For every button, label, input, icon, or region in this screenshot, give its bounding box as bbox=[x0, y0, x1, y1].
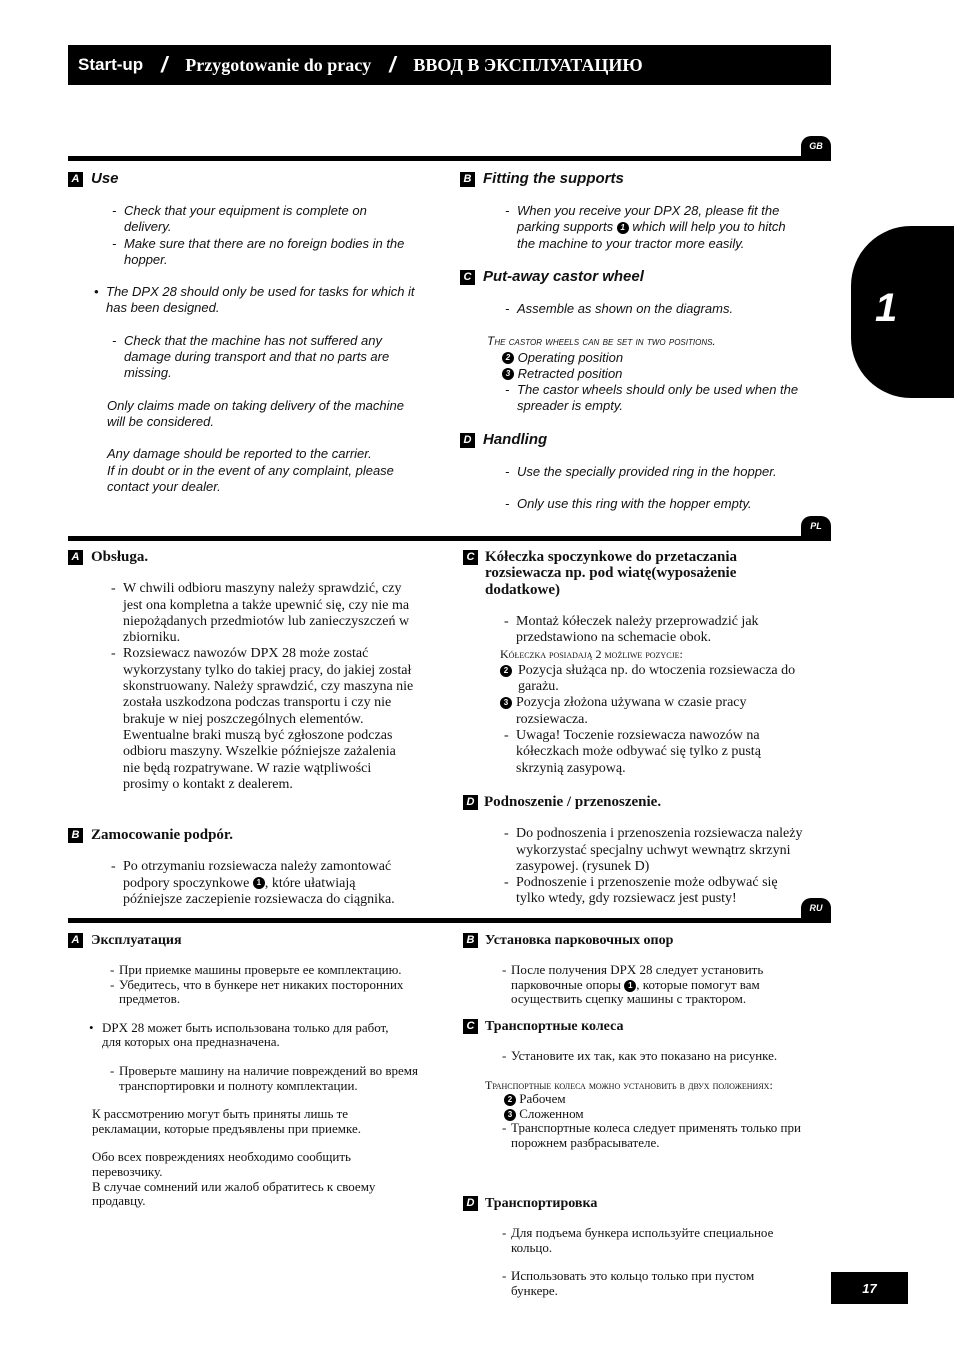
letter-b-label: B bbox=[68, 828, 83, 843]
gb-a-title: A Use bbox=[68, 170, 428, 190]
pl-section-b bbox=[68, 827, 428, 908]
letter-d-label: D bbox=[460, 433, 475, 448]
header-separator: / bbox=[161, 52, 168, 77]
number-1-icon: 1 bbox=[253, 877, 265, 889]
position-item: 2 Рабочем bbox=[485, 1092, 803, 1107]
bullet-item: • DPX 28 может быть использована только для работ, для которых она предназначена. bbox=[89, 1019, 389, 1050]
list-item: - Транспортные колеса следует применять только при порожнем разбрасывателе. bbox=[502, 1120, 801, 1150]
list-item: - При приемке машины проверьте ее комплектацию. bbox=[110, 962, 402, 977]
letter-c-label: C bbox=[460, 270, 475, 285]
header-separator: / bbox=[389, 52, 396, 77]
number-2-icon: 2 bbox=[504, 1094, 516, 1106]
position-item: 3 Сложенном bbox=[485, 1107, 803, 1122]
letter-a-label: A bbox=[68, 172, 83, 187]
number-3-icon: 3 bbox=[502, 368, 514, 380]
list-item: - Проверьте машину на наличие повреждений во время транспортировки и полноту комплектации. bbox=[110, 1062, 418, 1093]
ru-c-title: C Транспортные колеса bbox=[463, 1019, 803, 1035]
list-item: - Only use this ring with the hopper empty. bbox=[505, 496, 752, 512]
list-item: - Check that the machine has not suffered any damage during transport and that no parts are missing. bbox=[112, 332, 390, 381]
gb-section-d bbox=[460, 431, 820, 513]
gb-c-title: C Put-away castor wheel bbox=[460, 268, 820, 288]
positions-caption: Kółeczka posiadają 2 możliwe pozycje: bbox=[500, 647, 683, 662]
ru-b-title: B Установка парковочных опор bbox=[463, 933, 803, 949]
ru-section-d bbox=[463, 1196, 803, 1298]
list-item: - Assemble as shown on the diagrams. bbox=[505, 301, 734, 316]
gb-section-c bbox=[460, 268, 820, 415]
number-2-icon: 2 bbox=[502, 352, 514, 364]
number-1-icon: 1 bbox=[617, 222, 629, 234]
letter-a-label: A bbox=[68, 933, 83, 948]
pl-d-title: D Podnoszenie / przenoszenie. bbox=[463, 794, 803, 810]
position-item: 3 Pozycja złożona używana w czasie pracy rozsiewacza. bbox=[500, 695, 810, 728]
paragraph: If in doubt or in the event of any complaint, please contact your dealer. bbox=[107, 462, 394, 494]
pl-a-title: A Obsługa. bbox=[68, 549, 428, 565]
pl-c-title: C Kółeczka spoczynkowe do przetaczania rozsiewacza np. pod wiatę(wyposażenie dodatkowe) bbox=[463, 549, 803, 598]
list-item: - Rozsiewacz nawozów DPX 28 może zostać wykorzystany tylko do takiej pracy, do jakiej został skonstruowany. Należy sprawdzić, czy maszyna nie została uszkodzona podczas transportu i czy nie brakuje w niej poszczególnych elementów. Ewentualne braki muszą być zgłoszone podczas odbioru maszyny. Wszelkie późniejsze zażalenia nie będą rozpatrywane. W razie wątpliwości prosimy o kontakt z dealerem. bbox=[111, 646, 414, 792]
paragraph: К рассмотрению могут быть приняты лишь те рекламации, которые предъявлены при приемке. bbox=[92, 1106, 361, 1136]
positions-caption: The castor wheels can be set in two positions. bbox=[487, 334, 716, 349]
pl-section-a bbox=[68, 549, 428, 793]
lang-tab-ru: RU bbox=[801, 898, 831, 918]
letter-d-label: D bbox=[463, 795, 478, 810]
pl-section-d bbox=[463, 794, 803, 908]
list-item: - Po otrzymaniu rozsiewacza należy zamontować podpory spoczynkowe 1 , które ułatwiają późniejsze zaczepienie rozsiewacza do ciągnika. bbox=[111, 859, 395, 907]
gb-section-b bbox=[460, 170, 820, 252]
list-item: - Podnoszenie i przenoszenie może odbywać się tylko wtedy, gdy rozsiewacz jest pusty! bbox=[504, 875, 778, 907]
section-rule bbox=[68, 156, 831, 161]
list-item: - W chwili odbioru maszyny należy sprawdzić, czy jest ona kompletna a także upewnić się, czy nie ma niepożądanych przedmiotów lub zanieczyszczeń w zbiorniku. bbox=[111, 581, 410, 646]
paragraph: Any damage should be reported to the carrier. bbox=[107, 446, 372, 462]
ru-d-title: D Транспортировка bbox=[463, 1196, 803, 1212]
list-item: - Do podnoszenia i przenoszenia rozsiewacza należy wykorzystać specjalny uchwyt wewnątrz skrzyni zasypowej. (rysunek D) bbox=[504, 826, 803, 874]
gb-section-a bbox=[68, 170, 428, 495]
letter-c-label: C bbox=[463, 550, 478, 565]
pl-section-c bbox=[463, 549, 803, 777]
letter-b-label: B bbox=[460, 172, 475, 187]
letter-b-label: B bbox=[463, 933, 478, 948]
ru-a-title: A Эксплуатация bbox=[68, 933, 428, 949]
lang-tab-gb: GB bbox=[801, 136, 831, 156]
gb-d-title: D Handling bbox=[460, 431, 820, 451]
paragraph: В случае сомнений или жалоб обратитесь к своему продавцу. bbox=[92, 1178, 376, 1209]
chapter-number: 1 bbox=[875, 286, 898, 330]
position-item: 2 Pozycja służąca np. do wtoczenia rozsiewacza do garażu. bbox=[500, 663, 810, 696]
list-item: - Для подъема бункера используйте специальное кольцо. bbox=[502, 1225, 774, 1255]
lang-tab-pl: PL bbox=[801, 516, 831, 536]
letter-a-label: A bbox=[68, 550, 83, 565]
list-item: - Check that your equipment is complete on delivery. bbox=[112, 203, 367, 235]
list-item: - Использовать это кольцо только при пустом бункере. bbox=[502, 1268, 755, 1298]
list-item: - When you receive your DPX 28, please fit the parking supports 1 which will help you to hitch the machine to your tractor more easily. bbox=[505, 203, 786, 251]
section-rule bbox=[68, 536, 831, 541]
list-item: - Установите их так, как это показано на рисунке. bbox=[502, 1048, 778, 1063]
number-3-icon: 3 bbox=[500, 697, 512, 709]
number-3-icon: 3 bbox=[504, 1109, 516, 1121]
section-rule bbox=[68, 918, 831, 923]
letter-d-label: D bbox=[463, 1196, 478, 1211]
pl-b-title: B Zamocowanie podpór. bbox=[68, 827, 428, 843]
list-item: - Uwaga! Toczenie rozsiewacza nawozów na kółeczkach może odbywać się tylko z pustą skrzynią zasypową. bbox=[504, 727, 761, 776]
bullet-item: • The DPX 28 should only be used for tasks for which it has been designed. bbox=[94, 284, 415, 316]
list-item: - После получения DPX 28 следует установить парковочные опоры 1 , которые помогут вам осуществить сцепку машины с трактором. bbox=[502, 962, 764, 1007]
page-header bbox=[68, 45, 831, 85]
gb-b-title: B Fitting the supports bbox=[460, 170, 820, 190]
ru-section-b bbox=[463, 933, 803, 1007]
ru-section-a bbox=[68, 933, 428, 1209]
list-item: - Use the specially provided ring in the hopper. bbox=[505, 464, 777, 479]
list-item: - The castor wheels should only be used when the spreader is empty. bbox=[505, 382, 799, 414]
paragraph: Обо всех повреждениях необходимо сообщить перевозчику. bbox=[92, 1149, 351, 1179]
page-number: 17 bbox=[831, 1272, 908, 1304]
list-item: - Make sure that there are no foreign bodies in the hopper. bbox=[112, 235, 405, 267]
position-item: 3 Retracted position bbox=[487, 366, 807, 382]
header-title-en: Start-up bbox=[78, 55, 144, 74]
header-title-ru: ВВОД В ЭКСПЛУАТАЦИЮ bbox=[413, 54, 643, 75]
ru-section-c bbox=[463, 1019, 803, 1151]
number-2-icon: 2 bbox=[500, 665, 512, 677]
positions-caption: Транспортные колеса можно установить в двух положениях: bbox=[485, 1077, 773, 1092]
list-item: - Montaż kółeczek należy przeprowadzić jak przedstawiono na schemacie obok. bbox=[504, 613, 759, 646]
position-item: 2 Operating position bbox=[487, 350, 807, 366]
number-1-icon: 1 bbox=[624, 980, 636, 992]
list-item: - Убедитесь, что в бункере нет никаких посторонних предметов. bbox=[110, 976, 404, 1007]
header-title-pl: Przygotowanie do pracy bbox=[185, 54, 372, 75]
paragraph: Only claims made on taking delivery of the machine will be considered. bbox=[107, 397, 404, 429]
chapter-tab bbox=[851, 226, 954, 398]
letter-c-label: C bbox=[463, 1019, 478, 1034]
